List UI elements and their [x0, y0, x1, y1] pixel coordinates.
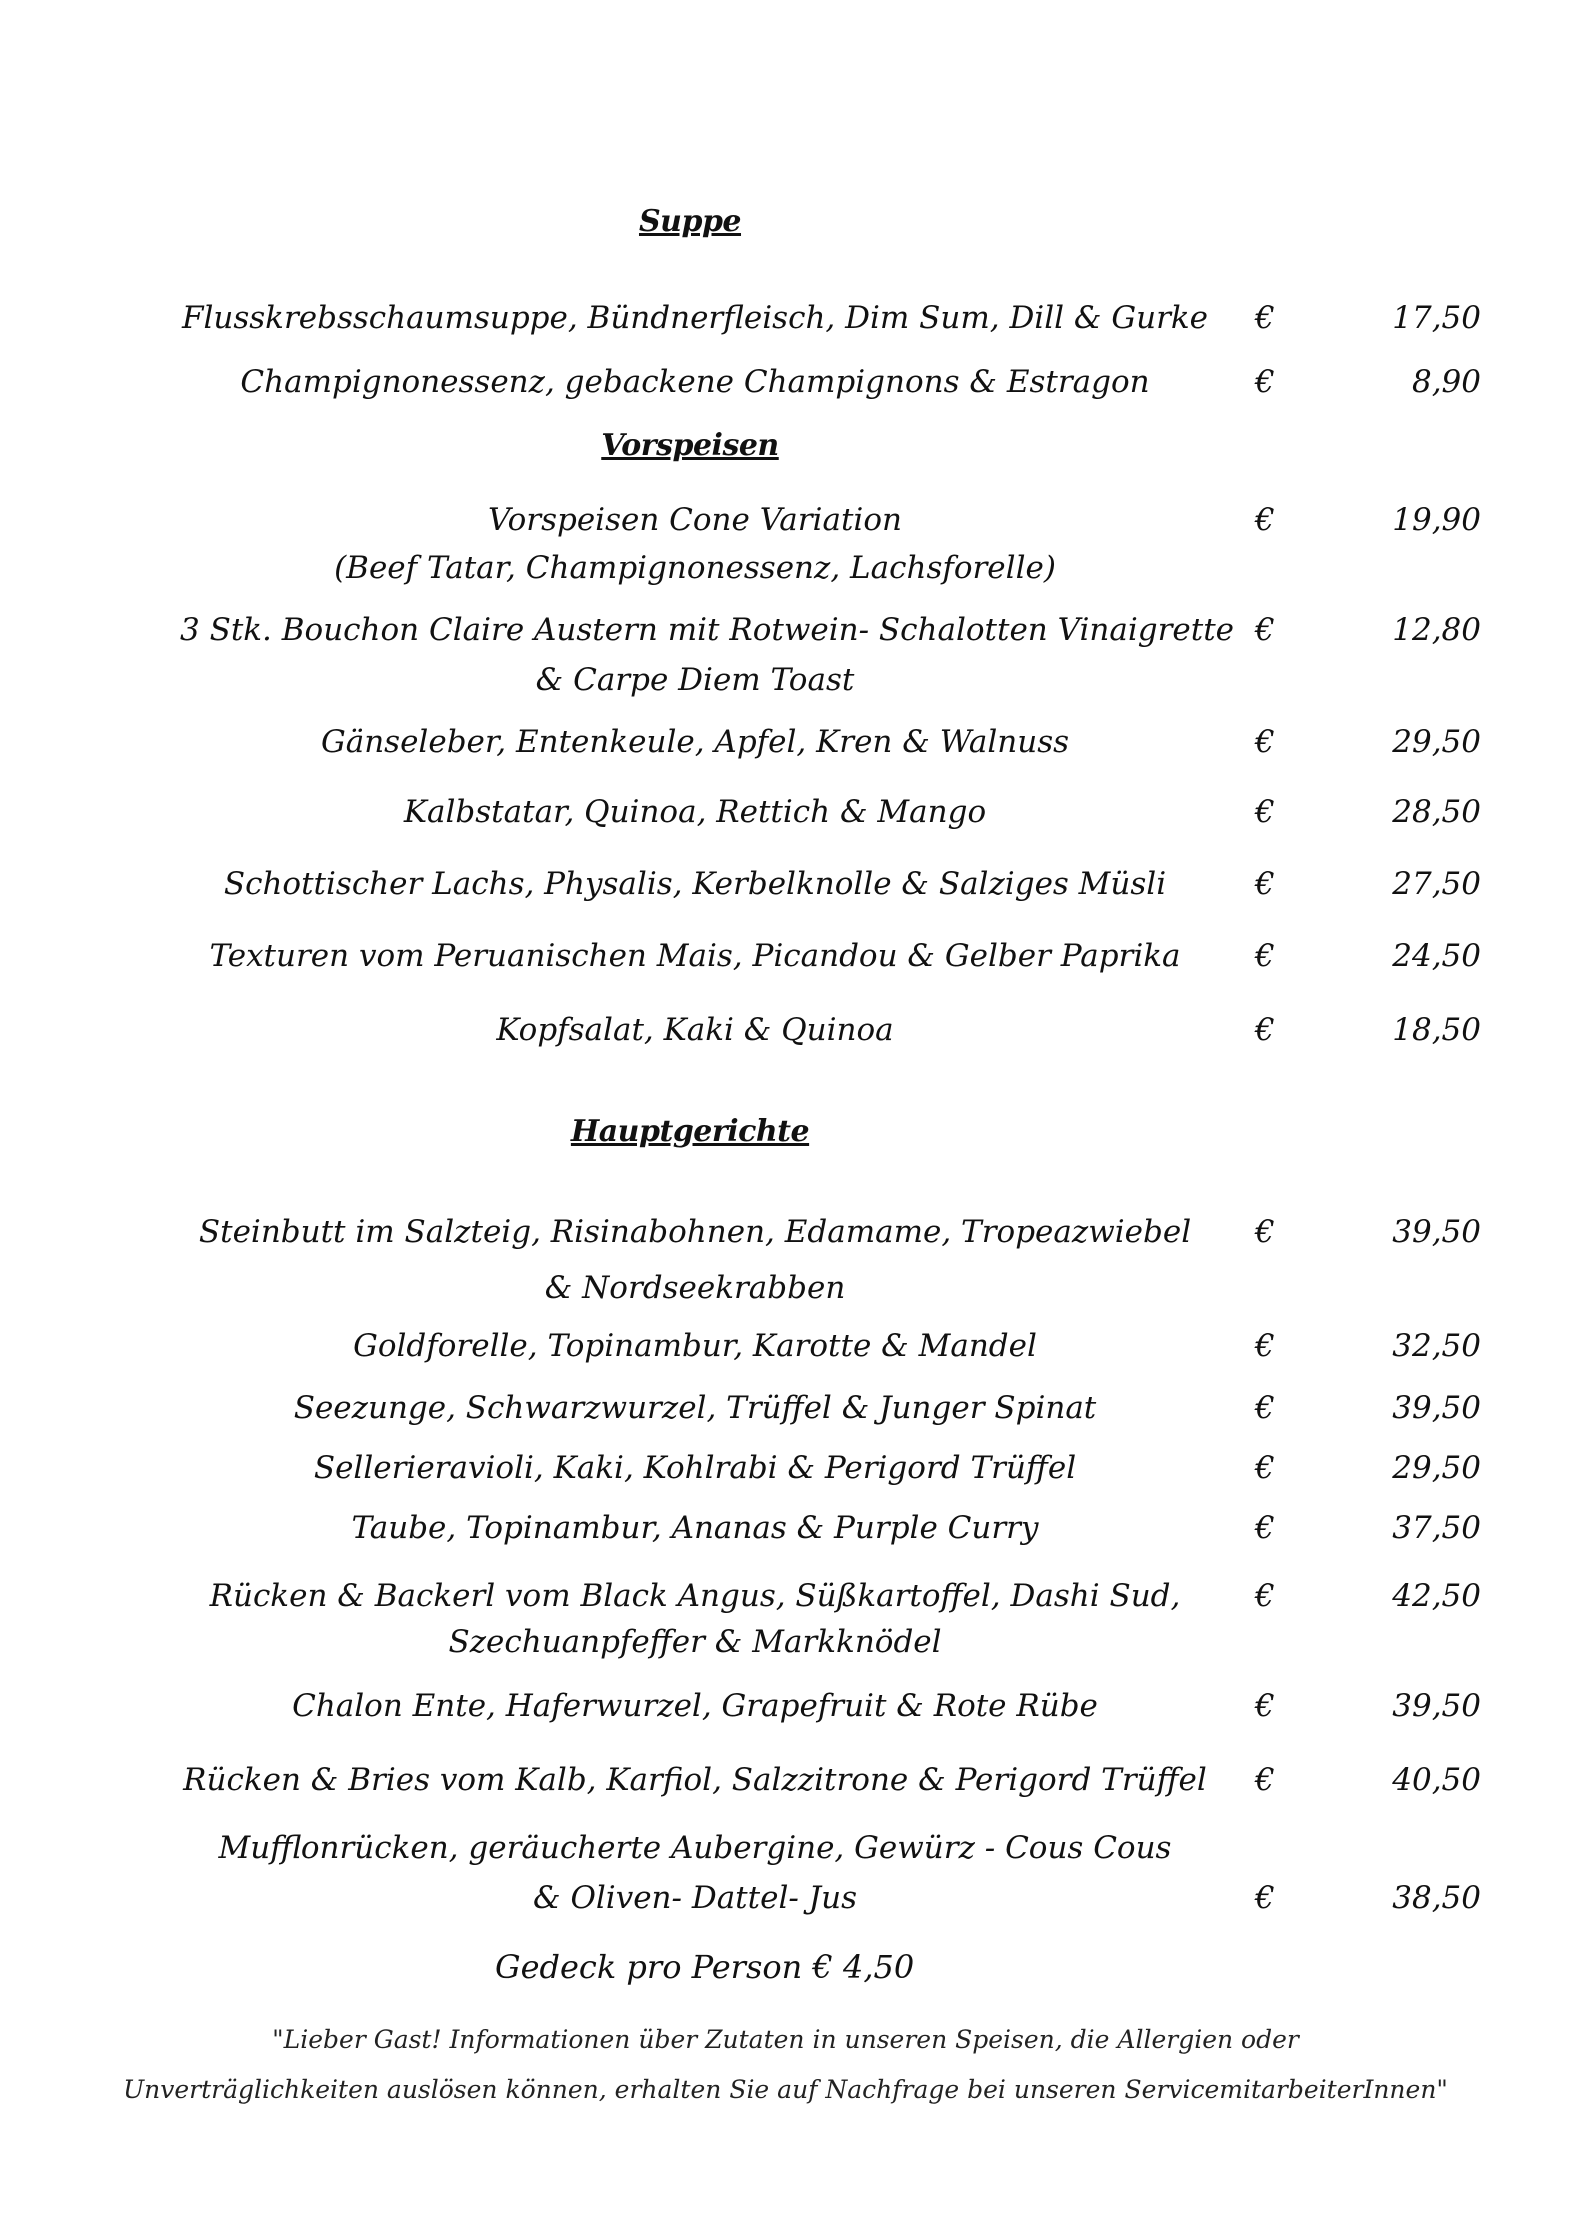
item-description-line2: & Carpe Diem Toast [535, 662, 855, 698]
currency-symbol: € [1255, 1328, 1275, 1364]
item-price: 17,50 [1392, 300, 1481, 336]
item-description: Chalon Ente, Haferwurzel, Grapefruit & Rote Rübe [292, 1688, 1098, 1724]
currency-symbol: € [1255, 1214, 1275, 1250]
item-description: Texturen vom Peruanischen Mais, Picandou & Gelber Paprika [209, 938, 1181, 974]
currency-symbol: € [1255, 1390, 1275, 1426]
item-description: 3 Stk. Bouchon Claire Austern mit Rotwein- Schalotten Vinaigrette [180, 612, 1234, 648]
item-price: 28,50 [1392, 794, 1481, 830]
currency-symbol: € [1255, 794, 1275, 830]
currency-symbol: € [1255, 1510, 1275, 1546]
item-description: Steinbutt im Salzteig, Risinabohnen, Edamame, Tropeazwiebel [198, 1214, 1192, 1250]
item-description: Schottischer Lachs, Physalis, Kerbelknolle & Salziges Müsli [223, 866, 1167, 902]
currency-symbol: € [1255, 1578, 1275, 1614]
item-description: Sellerieravioli, Kaki, Kohlrabi & Perigord Trüffel [313, 1450, 1077, 1486]
currency-symbol: € [1255, 1012, 1275, 1048]
item-description: Flusskrebsschaumsuppe, Bündnerfleisch, Dim Sum, Dill & Gurke [181, 300, 1209, 336]
item-price: 24,50 [1392, 938, 1481, 974]
item-description-line2: Szechuanpfeffer & Markknödel [448, 1624, 942, 1660]
item-price: 37,50 [1392, 1510, 1481, 1546]
item-price: 40,50 [1392, 1762, 1481, 1798]
allergen-note-line2: Unverträglichkeiten auslösen können, erhalten Sie auf Nachfrage bei unseren ServicemitarbeiterInnen" [123, 2075, 1448, 2104]
item-description-line2: (Beef Tatar, Champignonessenz, Lachsforelle) [334, 550, 1056, 586]
item-description: Goldforelle, Topinambur, Karotte & Mandel [353, 1328, 1037, 1364]
item-description: Seezunge, Schwarzwurzel, Trüffel & Junger Spinat [293, 1390, 1097, 1426]
item-price: 27,50 [1392, 866, 1481, 902]
currency-symbol: € [1255, 502, 1275, 538]
currency-symbol: € [1255, 612, 1275, 648]
item-price: 38,50 [1392, 1880, 1481, 1916]
currency-symbol: € [1255, 300, 1275, 336]
item-price: 12,80 [1392, 612, 1481, 648]
item-price: 32,50 [1392, 1328, 1481, 1364]
item-description: Mufflonrücken, geräucherte Aubergine, Gewürz - Cous Cous [218, 1830, 1172, 1866]
section-title-vorspeisen: Vorspeisen [601, 428, 779, 463]
item-description: Gänseleber, Entenkeule, Apfel, Kren & Walnuss [320, 724, 1070, 760]
cover-charge: Gedeck pro Person € 4,50 [495, 1948, 915, 1986]
item-description: Kopfsalat, Kaki & Quinoa [496, 1012, 894, 1048]
item-price: 19,90 [1392, 502, 1481, 538]
section-title-hauptgerichte: Hauptgerichte [570, 1114, 810, 1149]
currency-symbol: € [1255, 724, 1275, 760]
item-description-line2: & Oliven- Dattel- Jus [533, 1880, 857, 1916]
item-description: Kalbstatar, Quinoa, Rettich & Mango [403, 794, 987, 830]
item-price: 39,50 [1392, 1390, 1481, 1426]
item-price: 42,50 [1392, 1578, 1481, 1614]
allergen-note-line1: "Lieber Gast! Informationen über Zutaten in unseren Speisen, die Allergien oder [272, 2025, 1299, 2054]
currency-symbol: € [1255, 1688, 1275, 1724]
item-price: 8,90 [1411, 364, 1481, 400]
currency-symbol: € [1255, 1762, 1275, 1798]
item-description: Vorspeisen Cone Variation [488, 502, 902, 538]
item-description: Rücken & Backerl vom Black Angus, Süßkartoffel, Dashi Sud, [209, 1578, 1181, 1614]
currency-symbol: € [1255, 938, 1275, 974]
item-description: Taube, Topinambur, Ananas & Purple Curry [351, 1510, 1039, 1546]
item-price: 29,50 [1392, 1450, 1481, 1486]
currency-symbol: € [1255, 866, 1275, 902]
item-price: 18,50 [1392, 1012, 1481, 1048]
item-price: 39,50 [1392, 1688, 1481, 1724]
currency-symbol: € [1255, 364, 1275, 400]
section-title-suppe: Suppe [638, 204, 742, 239]
item-description-line2: & Nordseekrabben [544, 1270, 846, 1306]
item-description: Champignonessenz, gebackene Champignons & Estragon [240, 364, 1150, 400]
item-description: Rücken & Bries vom Kalb, Karfiol, Salzzitrone & Perigord Trüffel [183, 1762, 1207, 1798]
item-price: 39,50 [1392, 1214, 1481, 1250]
item-price: 29,50 [1392, 724, 1481, 760]
currency-symbol: € [1255, 1880, 1275, 1916]
currency-symbol: € [1255, 1450, 1275, 1486]
